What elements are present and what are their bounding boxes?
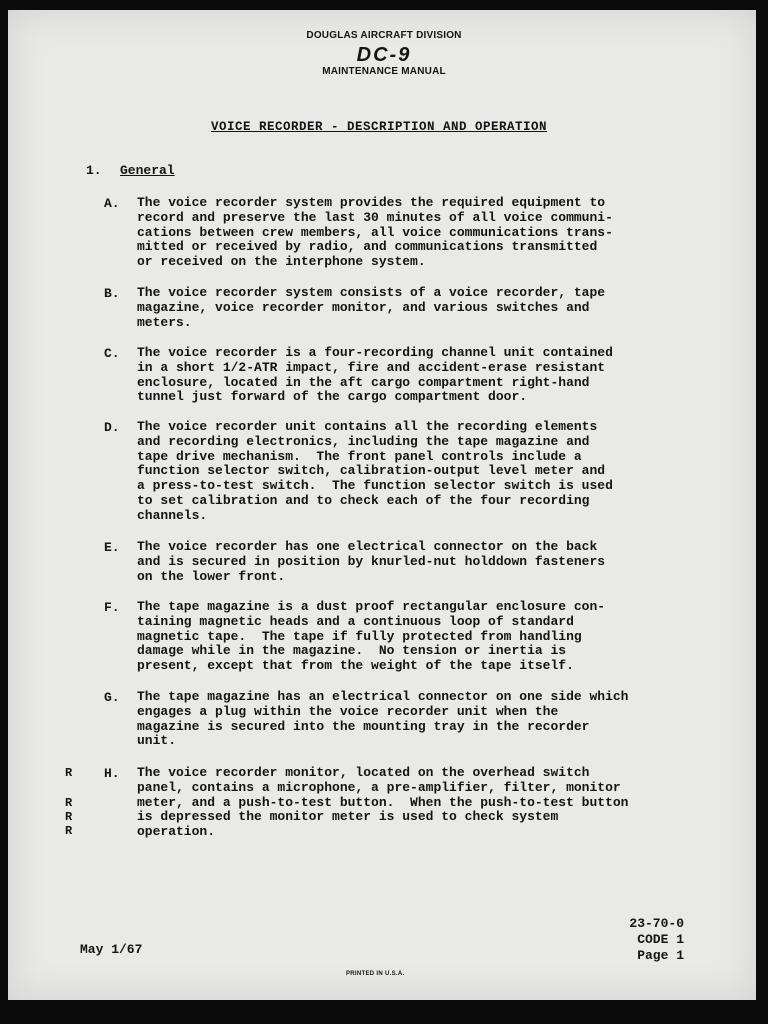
revision-mark: R [65,766,73,780]
paragraph-line: The voice recorder unit contains all the recording elements [137,419,598,434]
paragraph-line: channels. [137,507,208,523]
paragraph-line: tape drive mechanism. The front panel controls include a [137,448,582,464]
paragraph-line: magnetic tape. The tape if fully protected from handling [137,628,582,644]
paragraph-line: magazine is secured into the mounting tray in the recorder [137,718,590,734]
paragraph-letter-f: F. [104,600,120,615]
chapter-number: 23-70-0 [629,916,684,931]
code-label: CODE 1 [637,932,684,947]
paragraph-line: and is secured in position by knurled-nut holddown fasteners [137,553,606,569]
paragraph-letter-g: G. [104,690,120,705]
section-number: 1. [86,163,102,178]
paragraph-c [137,346,613,405]
paragraph-letter-d: D. [104,420,120,435]
paragraph-line: The voice recorder has one electrical connector on the back [137,539,598,554]
paragraph-line: engages a plug within the voice recorder unit when the [137,703,559,719]
revision-mark: R [65,810,73,824]
paragraph-letter-c: C. [104,346,120,361]
paragraph-line: The tape magazine is a dust proof rectangular enclosure con- [137,599,606,614]
paragraph-letter-h: H. [104,766,120,781]
paragraph-line: damage while in the magazine. No tension or inertia is [137,643,567,659]
paragraph-letter-e: E. [104,540,120,555]
paragraph-line: mitted or received by radio, and communications transmitted [137,239,598,255]
paragraph-line: The tape magazine has an electrical connector on one side which [137,689,629,704]
paragraph-line: in a short 1/2-ATR impact, fire and accident-erase resistant [137,359,606,375]
paragraph-line: meters. [137,314,192,330]
revision-mark: R [65,796,73,810]
paragraph-line: panel, contains a microphone, a pre-amplifier, filter, monitor [137,779,621,795]
revision-date: May 1/67 [80,942,143,957]
paragraph-b [137,286,605,330]
paragraph-letter-b: B. [104,286,120,301]
paragraph-line: present, except that from the weight of the tape itself. [137,658,574,674]
paragraph-line: The voice recorder system provides the required equipment to [137,195,606,210]
paragraph-line: The voice recorder monitor, located on the overhead switch [137,765,590,780]
paragraph-line: taining magnetic heads and a continuous loop of standard [137,613,574,629]
page-number: Page 1 [637,948,684,963]
paragraph-line: to set calibration and to check each of the four recording [137,492,590,508]
paragraph-line: enclosure, located in the aft cargo compartment right-hand [137,374,590,390]
page-reference [629,916,684,964]
paragraph-letter-a: A. [104,196,120,211]
paragraph-line: meter, and a push-to-test button. When the push-to-test button [137,794,629,810]
printed-notice: PRINTED IN U.S.A. [346,971,405,977]
paragraph-line: function selector switch, calibration-output level meter and [137,463,606,479]
paragraph-line: is depressed the monitor meter is used to check system [137,809,559,825]
paragraph-line: The voice recorder system consists of a voice recorder, tape [137,285,606,300]
dc9-logo: DC-9 [356,44,412,66]
paragraph-line: a press-to-test switch. The function selector switch is used [137,478,613,494]
paragraph-d [137,420,613,524]
paragraph-h [137,766,628,840]
paragraph-line: on the lower front. [137,568,286,584]
paragraph-line: unit. [137,733,177,749]
paragraph-e [137,540,605,584]
page-title: VOICE RECORDER - DESCRIPTION AND OPERATION [211,120,548,134]
paragraph-line: record and preserve the last 30 minutes of all voice communi- [137,209,613,225]
header-division: DOUGLAS AIRCRAFT DIVISION [306,30,462,41]
paragraph-line: operation. [137,824,216,840]
paragraph-f [137,600,605,674]
header-manual: MAINTENANCE MANUAL [322,66,446,77]
section-title: General [120,163,175,178]
paragraph-line: or received on the interphone system. [137,254,426,270]
paragraph-line: magazine, voice recorder monitor, and various switches and [137,299,590,315]
paragraph-a [137,196,613,270]
paragraph-line: and recording electronics, including the tape magazine and [137,433,590,449]
paragraph-line: tunnel just forward of the cargo compartment door. [137,389,528,405]
paragraph-g [137,690,628,749]
paragraph-line: The voice recorder is a four-recording channel unit contained [137,345,613,360]
paragraph-line: cations between crew members, all voice communications trans- [137,224,613,240]
revision-mark: R [65,824,73,838]
